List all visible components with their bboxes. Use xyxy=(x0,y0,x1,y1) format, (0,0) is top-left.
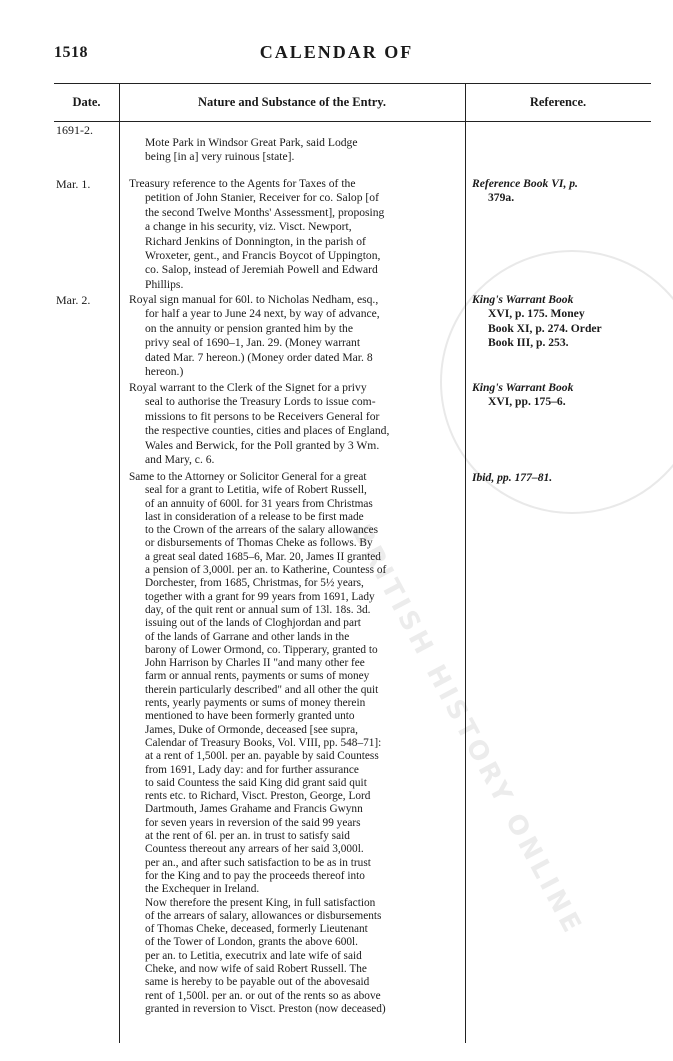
entry-line: missions to fit persons to be Receivers General for xyxy=(145,409,380,423)
year-label: 1691-2. xyxy=(56,123,93,137)
entry-line: of the lands of Garrane and other lands in the xyxy=(145,630,350,643)
reference-column-divider xyxy=(465,83,466,1043)
entry-line: the respective counties, cities and places of England, xyxy=(145,424,390,438)
date-column-header: Date. xyxy=(72,95,101,109)
entry-line: at a rent of 1,500l. per an. payable by said Countess xyxy=(145,750,379,763)
entry-text xyxy=(145,136,459,165)
reference-line: King's Warrant Book xyxy=(472,381,574,394)
entry-line: from 1691, Lady day: and for further assurance xyxy=(145,763,359,776)
entry-line: rents etc. to Richard, Visct. Preston, George, Lord xyxy=(145,790,371,803)
entry-line: John Harrison by Charles II "and many other fee xyxy=(145,657,365,670)
entry-line: seal to authorise the Treasury Lords to issue com- xyxy=(145,395,376,409)
entry-line: petition of John Stanier, Receiver for co. Salop [of xyxy=(145,191,379,205)
entry-line: a pension of 3,000l. per an. to Katherine, Countess of xyxy=(145,564,387,577)
reference-line: Ibid, pp. 177–81. xyxy=(472,471,553,484)
entry-line: Same to the Attorney or Solicitor General for a great xyxy=(129,471,367,483)
entry-line: rents, yearly payments or sums of money therein xyxy=(145,697,366,710)
entry-line: day, of the quit rent or annual sum of 13l. 18s. 3d. xyxy=(145,603,371,616)
table-top-rule xyxy=(54,83,651,84)
reference-line: 379a. xyxy=(488,191,515,205)
entry-line: for half a year to June 24 next, by way of advance, xyxy=(145,307,380,321)
entry-line: of an annuity of 600l. for 31 years from Christmas xyxy=(145,497,373,510)
reference-line: XVI, p. 175. Money xyxy=(488,307,585,321)
entry-line: Royal warrant to the Clerk of the Signet for a privy xyxy=(129,381,367,394)
entry-line: of the Tower of London, grants the above 600l. xyxy=(145,936,358,949)
entry-line: at the rent of 6l. per an. in trust to satisfy said xyxy=(145,830,350,843)
entry-line: Now therefore the present King, in full satisfaction xyxy=(145,896,376,909)
watermark-text: BRITISH HISTORY ONLINE xyxy=(345,520,589,941)
reference-line: XVI, pp. 175–6. xyxy=(488,395,566,409)
entry-line: together with a grant for 99 years from 1691, Lady xyxy=(145,590,375,603)
entry-line: dated Mar. 7 hereon.) (Money order dated Mar. 8 xyxy=(145,350,373,364)
entry-line: last in consideration of a release to be first made xyxy=(145,510,364,523)
entry-line: a change in his security, viz. Visct. Newport, xyxy=(145,220,352,234)
entry-line: Calendar of Treasury Books, Vol. VIII, pp. 548–71]: xyxy=(145,736,382,749)
entry-text xyxy=(129,471,459,1016)
reference-column-header: Reference. xyxy=(529,95,587,109)
entry-line: farm or annual rents, payments or sums of money xyxy=(145,670,370,683)
entry-reference xyxy=(472,381,620,410)
entry-line: Phillips. xyxy=(145,277,184,291)
running-title: CALENDAR OF xyxy=(259,42,414,62)
entry-line: James, Duke of Ormonde, deceased [see supra, xyxy=(145,723,358,736)
entry-line: Wales and Berwick, for the Poll granted by 3 Wm. xyxy=(145,438,380,452)
reference-line: Reference Book VI, p. xyxy=(472,177,578,190)
reference-line: King's Warrant Book xyxy=(472,293,574,306)
entry-line: Treasury reference to the Agents for Taxes of the xyxy=(129,177,356,190)
nature-column-header: Nature and Substance of the Entry. xyxy=(198,95,386,109)
entry-line: Dartmouth, James Grahame and Francis Gwynn xyxy=(145,803,363,816)
entry-line: Countess thereout any arrears of her said 3,000l. xyxy=(145,843,364,856)
entry-line: Richard Jenkins of Donnington, in the parish of xyxy=(145,234,366,248)
entry-line: being [in a] very ruinous [state]. xyxy=(145,150,295,164)
entry-line: or disbursements of Thomas Cheke as follows. By xyxy=(145,537,373,550)
entry-line: per an. to Letitia, executrix and late wife of said xyxy=(145,949,362,962)
entry-line: Wroxeter, gent., and Francis Boycot of Uppington, xyxy=(145,249,381,263)
entry-line: mentioned to have been formerly granted unto xyxy=(145,710,355,723)
entry-line: the Exchequer in Ireland. xyxy=(145,883,260,896)
entry-line: Dorchester, from 1685, Christmas, for 5½ years, xyxy=(145,577,364,590)
entry-line: rent of 1,500l. per an. or out of the rents so as above xyxy=(145,989,381,1002)
entry-reference xyxy=(472,293,620,351)
entry-line: seal for a grant to Letitia, wife of Robert Russell, xyxy=(145,484,367,497)
entry-text xyxy=(129,381,459,467)
entry-text xyxy=(129,177,459,292)
entry-line: Mote Park in Windsor Great Park, said Lodge xyxy=(145,136,358,149)
entry-line: and Mary, c. 6. xyxy=(145,453,215,467)
entry-line: issuing out of the lands of Cloghjordan and part xyxy=(145,617,361,630)
entry-line: per an., and after such satisfaction to be as in trust xyxy=(145,856,371,869)
entry-line: granted in reversion to Visct. Preston (now deceased) xyxy=(145,1002,386,1015)
entry-line: on the annuity or pension granted him by the xyxy=(145,321,354,335)
entry-line: to said Countess the said King did grant said quit xyxy=(145,776,367,789)
table-header-rule xyxy=(54,121,651,122)
entry-line: of Thomas Cheke, deceased, formerly Lieutenant xyxy=(145,923,368,936)
entry-date: Mar. 2. xyxy=(56,293,91,307)
entry-line: Royal sign manual for 60l. to Nicholas Nedham, esq., xyxy=(129,293,379,306)
page-number: 1518 xyxy=(54,44,88,61)
entry-line: barony of Lower Ormond, co. Tipperary, granted to xyxy=(145,643,378,656)
entry-line: the second Twelve Months' Assessment], proposing xyxy=(145,205,385,219)
date-column-divider xyxy=(119,83,120,1043)
entry-reference xyxy=(472,177,620,206)
reference-line: Book XI, p. 274. Order xyxy=(488,321,602,335)
entry-line: to the Crown of the arrears of the salary allowances xyxy=(145,524,379,537)
entry-line: Cheke, and now wife of said Robert Russell. The xyxy=(145,962,367,975)
reference-line: Book III, p. 253. xyxy=(488,336,569,350)
entry-line: for seven years in reversion of the said 99 years xyxy=(145,816,361,829)
entry-line: hereon.) xyxy=(145,365,184,379)
entry-line: a great seal dated 1685–6, Mar. 20, James II granted xyxy=(145,550,381,563)
entry-line: same is hereby to be payable out of the abovesaid xyxy=(145,976,370,989)
entry-text xyxy=(129,293,459,379)
entry-line: for the King and to pay the proceeds thereof into xyxy=(145,869,365,882)
entry-line: privy seal of 1690–1, Jan. 29. (Money warrant xyxy=(145,336,361,350)
entry-date: Mar. 1. xyxy=(56,177,91,191)
entry-line: therein particularly described" and all other the quit xyxy=(145,683,379,696)
entry-line: of the arrears of salary, allowances or disbursements xyxy=(145,909,382,922)
entry-line: co. Salop, instead of Jeremiah Powell and Edward xyxy=(145,263,378,277)
entry-reference xyxy=(472,471,620,485)
